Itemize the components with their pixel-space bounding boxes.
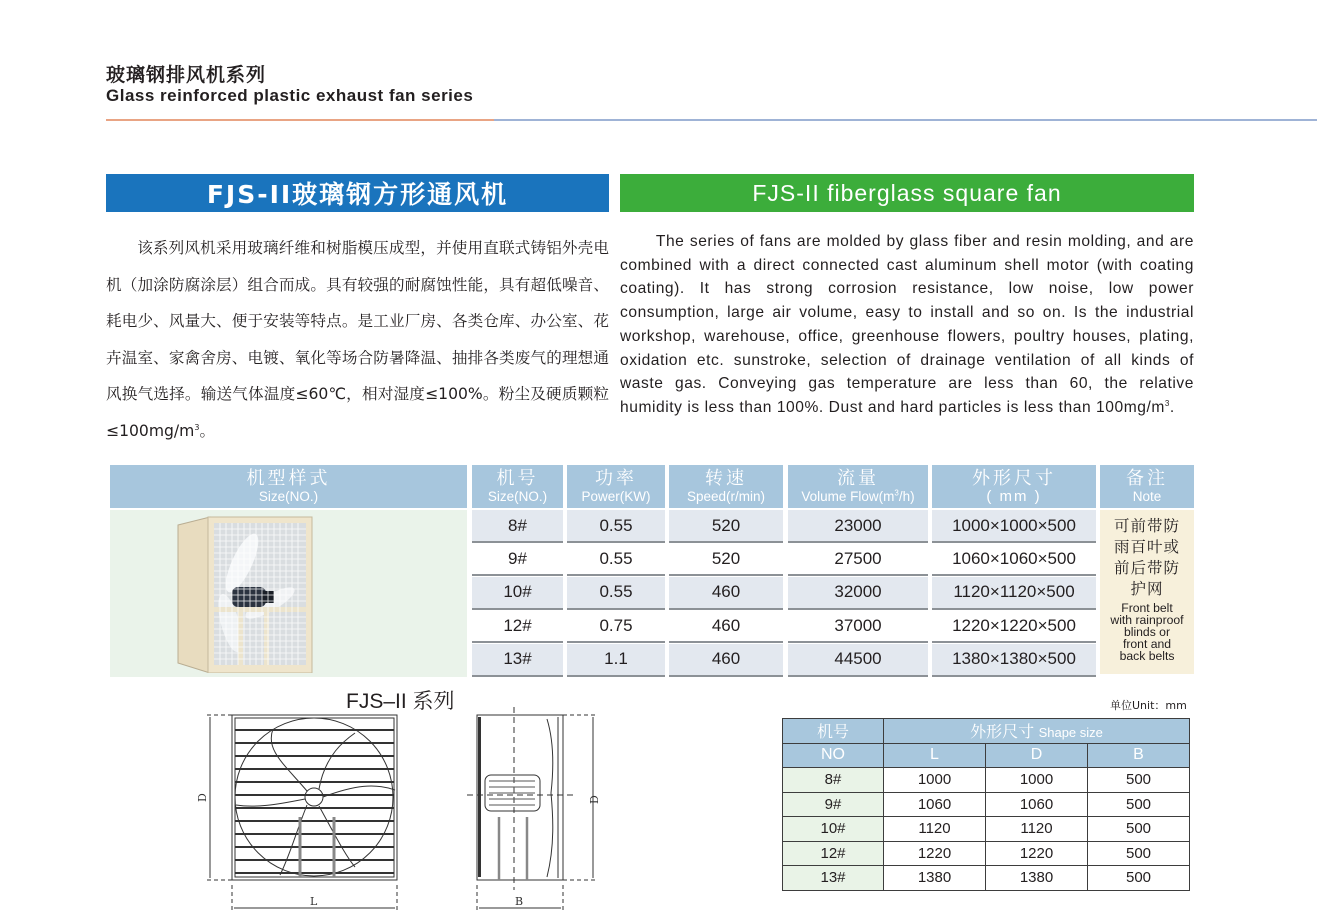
cell-d: 1060 [986,792,1088,817]
header-en: Size(NO.) [487,489,548,504]
cell-b: 500 [1088,817,1190,842]
description-en-text: The series of fans are molded by glass fiber and resin molding, and are combined with a direct connected cast aluminum shell motor (with coating coating). It has strong corrosion resistance, low noise, low power consumption, large air volume, easy to install and so on. Is the industrial workshop, warehouse, office, greenhouse flowers, poultry houses, plating, oxidation etc. sunstroke, selection of drainage ventilation of all kinds of waste gas. Conveying gas temperature are less than 60, the relative humidity is less than 100%. Dust and hard particles is less than 100mg/m [620,233,1194,416]
note-en-line: back belts [1119,649,1175,663]
header-en [788,489,928,504]
header-volume-flow [788,465,928,508]
cell-flow: 44500 [788,644,928,677]
header-speed [669,465,783,508]
description-cn-end: 。 [199,421,216,440]
note-en [1100,602,1194,662]
cell-speed: 460 [669,577,783,610]
cell-flow: 23000 [788,510,928,543]
header-dimensions [932,465,1096,508]
header-rule-orange [106,119,494,121]
header-cn: 流量 [837,468,879,489]
cell-power: 1.1 [567,644,665,677]
series-label: FJS–II 系列 [346,690,455,713]
note-cn [1100,516,1194,600]
cell-l: 1380 [884,866,986,891]
header-cn: 机型样式 [246,468,331,489]
header-power [567,465,665,508]
cell-speed: 520 [669,543,783,576]
header-col-l: L [884,743,986,768]
header-no-en: NO [783,743,884,768]
cell-flow: 27500 [788,543,928,576]
unit-table-row [783,768,1190,793]
header-cn: 转速 [705,468,747,489]
unit-header-row-2 [783,743,1190,768]
header-en: Speed(r/min) [686,489,766,504]
cell-size: 10# [472,577,563,610]
cell-speed: 460 [669,610,783,643]
cell-b: 500 [1088,792,1190,817]
header-en-text: Volume Flow(m [801,489,895,504]
cell-no: 10# [783,817,884,842]
cell-speed: 460 [669,644,783,677]
header-note [1100,465,1194,508]
superscript: 3 [194,422,200,432]
cell-b: 500 [1088,841,1190,866]
cell-d: 1220 [986,841,1088,866]
superscript: 3 [894,488,899,498]
cell-dimensions: 1220×1220×500 [932,610,1096,643]
header-model-style [110,465,467,508]
unit-label: 单位Unit：mm [1110,699,1187,712]
header-col-d: D [986,743,1088,768]
cell-no: 12# [783,841,884,866]
cell-d: 1000 [986,768,1088,793]
cell-speed: 520 [669,510,783,543]
header-cn: 备注 [1126,468,1168,489]
unit-table-row [783,841,1190,866]
cell-d: 1380 [986,866,1088,891]
header-en: Power(KW) [581,489,651,504]
header-cn: 外形尺寸 [972,468,1056,489]
note-cn-line: 护网 [1130,580,1164,598]
note-en-line: front and [1122,637,1172,651]
cell-l: 1060 [884,792,986,817]
cell-power: 0.55 [567,577,665,610]
unit-table-row [783,817,1190,842]
cell-power: 0.55 [567,510,665,543]
cell-no: 13# [783,866,884,891]
unit-table-row [783,866,1190,891]
note-en-line: with rainproof [1110,613,1184,627]
cell-l: 1120 [884,817,986,842]
header-col-b: B [1088,743,1190,768]
description-en-end: . [1169,398,1175,416]
cell-l: 1000 [884,768,986,793]
unit-header-row-1 [783,719,1190,744]
fan-side-view-drawing-icon [465,705,605,915]
cell-flow: 37000 [788,610,928,643]
dimension-label-l: L [310,895,318,908]
header-shape-en: Shape size [1038,725,1103,741]
description-cn-text: 该系列风机采用玻璃纤维和树脂模压成型，并使用直联式铸铝外壳电机（加涂防腐涂层）组合而成。具有较强的耐腐蚀性能，具有超低噪音、耗电少、风量大、便于安装等特点。是工业厂房、各类仓库、办公室、花卉温室、家禽舍房、电镀、氧化等场合防暑降温、抽排各类废气的理想通风换气选择。输送气体温度≤60℃，相对湿度≤100%。粉尘及硬质颗粒≤100mg/m [106,239,609,440]
cell-size: 8# [472,510,563,543]
superscript: 3 [1164,398,1170,408]
header-en: Note [1132,489,1162,504]
header-en: Size(NO.) [258,489,319,504]
note-cn-line: 雨百叶或 [1113,538,1180,556]
shape-size-table [782,718,1190,891]
note-cn-line: 可前带防 [1113,517,1180,535]
fan-product-photo-icon [170,513,330,673]
header-cn: 功率 [595,468,637,489]
dimension-label-b: B [515,895,524,908]
cell-size: 9# [472,543,563,576]
note-en-line: blinds or [1123,625,1171,639]
note-cell [1100,510,1194,674]
header-no-cn: 机号 [783,719,884,744]
header-shape-cn: 外形尺寸 [970,724,1035,742]
cell-l: 1220 [884,841,986,866]
page-title-en: Glass reinforced plastic exhaust fan series [106,86,474,105]
dimension-label-d: D [588,795,601,804]
header-en-end: /h) [898,489,915,504]
description-en [620,230,1194,420]
cell-dimensions: 1380×1380×500 [932,644,1096,677]
cell-size: 12# [472,610,563,643]
cell-b: 500 [1088,866,1190,891]
fan-front-view-drawing-icon [195,705,415,915]
note-cn-line: 前后带防 [1113,559,1180,577]
product-image-cell [110,510,467,713]
unit-table-row [783,792,1190,817]
cell-dimensions: 1000×1000×500 [932,510,1096,543]
cell-dimensions: 1060×1060×500 [932,543,1096,576]
cell-size: 13# [472,644,563,677]
header-size [472,465,563,508]
cell-b: 500 [1088,768,1190,793]
cell-d: 1120 [986,817,1088,842]
header-rule-blue [494,119,1317,121]
unit-rows [783,768,1190,891]
description-cn [106,230,609,449]
dimension-label-d: D [196,793,209,802]
cell-power: 0.75 [567,610,665,643]
section-banner-en: FJS-II fiberglass square fan [620,174,1194,212]
header-shape-size [884,719,1190,744]
cell-no: 8# [783,768,884,793]
page-title-cn: 玻璃钢排风机系列 [106,64,267,86]
cell-dimensions: 1120×1120×500 [932,577,1096,610]
header-cn: 机号 [496,468,539,489]
cell-flow: 32000 [788,577,928,610]
cell-no: 9# [783,792,884,817]
section-banner-cn: FJS-II玻璃钢方形通风机 [106,174,609,212]
note-en-line: Front belt [1121,601,1173,615]
header-en: ( mm ) [986,488,1042,505]
cell-power: 0.55 [567,543,665,576]
